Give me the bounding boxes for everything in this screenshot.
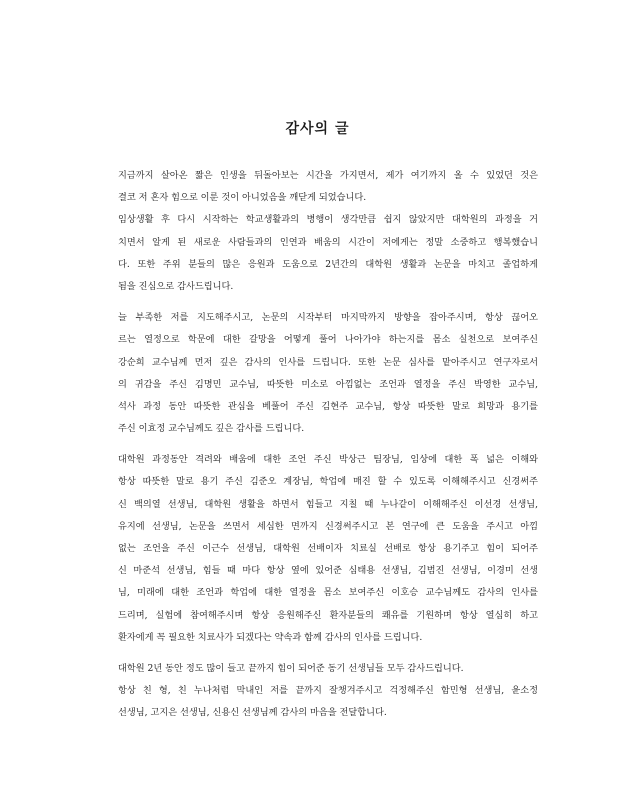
text-line: 결코 저 혼자 힘으로 이룬 것이 아니었음을 깨닫게 되었습니다.	[118, 192, 367, 204]
text-line: 의 귀감을 주신 김명민 교수님, 따뜻한 미소로 아낌없는 조언과 열정을 주신 박영한 교수님,	[118, 378, 538, 390]
text-line: 대학원 2년 동안 정도 많이 들고 끝까지 힘이 되어준 동기 선생님들 모두 감사드립니다.	[118, 662, 464, 674]
text-line: 됨을 진심으로 감사드립니다.	[118, 280, 234, 292]
text-line: 없는 조언을 주신 이근수 선생님, 대학원 선배이자 치료실 선배로 항상 용기주고 힘이 되어주	[118, 543, 538, 554]
text-line: 치면서 알게 된 새로운 사람들과의 인연과 배움의 시간이 저에게는 정말 소중하고 행복했습니	[118, 236, 538, 248]
paragraph-gap	[118, 649, 538, 658]
text-line: 유지에 선생님, 논문을 쓰면서 세심한 면까지 신경써주시고 본 연구에 큰 도움을 주시고 아낌	[118, 520, 538, 532]
text-line: 환자에게 꼭 필요한 치료사가 되겠다는 약속과 함께 감사의 인사를 드립니다.	[118, 631, 423, 643]
text-line: 르는 열정으로 학문에 대한 갈망을 어떻게 풀어 나아가야 하는지를 몸소 실천으로 보여주신	[118, 334, 538, 346]
page-title: 감사의 글	[285, 121, 350, 137]
paragraph-gap	[118, 298, 538, 307]
text-line: 선생님, 고지은 선생님, 신용신 선생님께 감사의 마음을 전달합니다.	[118, 707, 387, 719]
paragraph-gap	[118, 440, 538, 449]
text-line: 님, 미래에 대한 조언과 학업에 대한 열정을 몸소 보여주신 이호승 교수님께도 감사의 인사를	[118, 587, 538, 599]
text-line: 강순희 교수님께 먼저 깊은 감사의 인사를 드립니다. 또한 논문 심사를 맡아주시고 연구자로서	[118, 356, 538, 368]
text-line: 석사 과정 동안 따뜻한 관심을 베풀어 주신 김현주 교수님, 항상 따뜻한 말로 희망과 용기를	[118, 400, 538, 412]
text-line: 대학원 과정동안 격려와 배움에 대한 조언 주신 박상근 팀장님, 임상에 대한 폭 넓은 이해와	[118, 454, 538, 466]
text-line: 임상생활 후 다시 시작하는 학교생활과의 병행이 생각만큼 쉽지 않았지만 대학원의 과정을 거	[118, 214, 538, 226]
text-line: 항상 친 형, 친 누나처럼 막내인 저를 끝까지 잘챙겨주시고 걱정해주신 함민형 선생님, 윤소정	[118, 685, 538, 697]
text-line: 항상 따뜻한 말로 용기 주신 김준오 계장님, 학업에 매진 할 수 있도록 이해해주시고 신경써주	[118, 476, 538, 488]
text-line: 늘 부족한 저를 지도해주시고, 논문의 시작부터 마지막까지 방향을 잡아주시며, 항상 끊어오	[118, 312, 538, 324]
text-line: 지금까지 살아온 짧은 인생을 뒤돌아보는 시간을 가지면서, 제가 여기까지 올 수 있었던 것은	[118, 170, 538, 181]
text-line: 주신 이효정 교수님께도 깊은 감사를 드립니다.	[118, 423, 305, 435]
text-line: 다. 또한 주위 분들의 많은 응원과 도움으로 2년간의 대학원 생활과 논문을 마치고 졸업하게	[118, 258, 538, 270]
text-line: 신 마준석 선생님, 힘들 때 마다 항상 옆에 있어준 심태용 선생님, 김범진 선생님, 이경미 선생	[118, 565, 538, 577]
text-line: 드리며, 실험에 참여해주시며 항상 응원해주신 환자분들의 쾌유를 기원하며 항상 열심히 하고	[118, 609, 538, 621]
text-line: 신 백의열 선생님, 대학원 생활을 하면서 힘들고 지칠 때 누나같이 이해해주신 이선경 선생님,	[118, 498, 538, 510]
acknowledgement-body	[118, 165, 538, 725]
